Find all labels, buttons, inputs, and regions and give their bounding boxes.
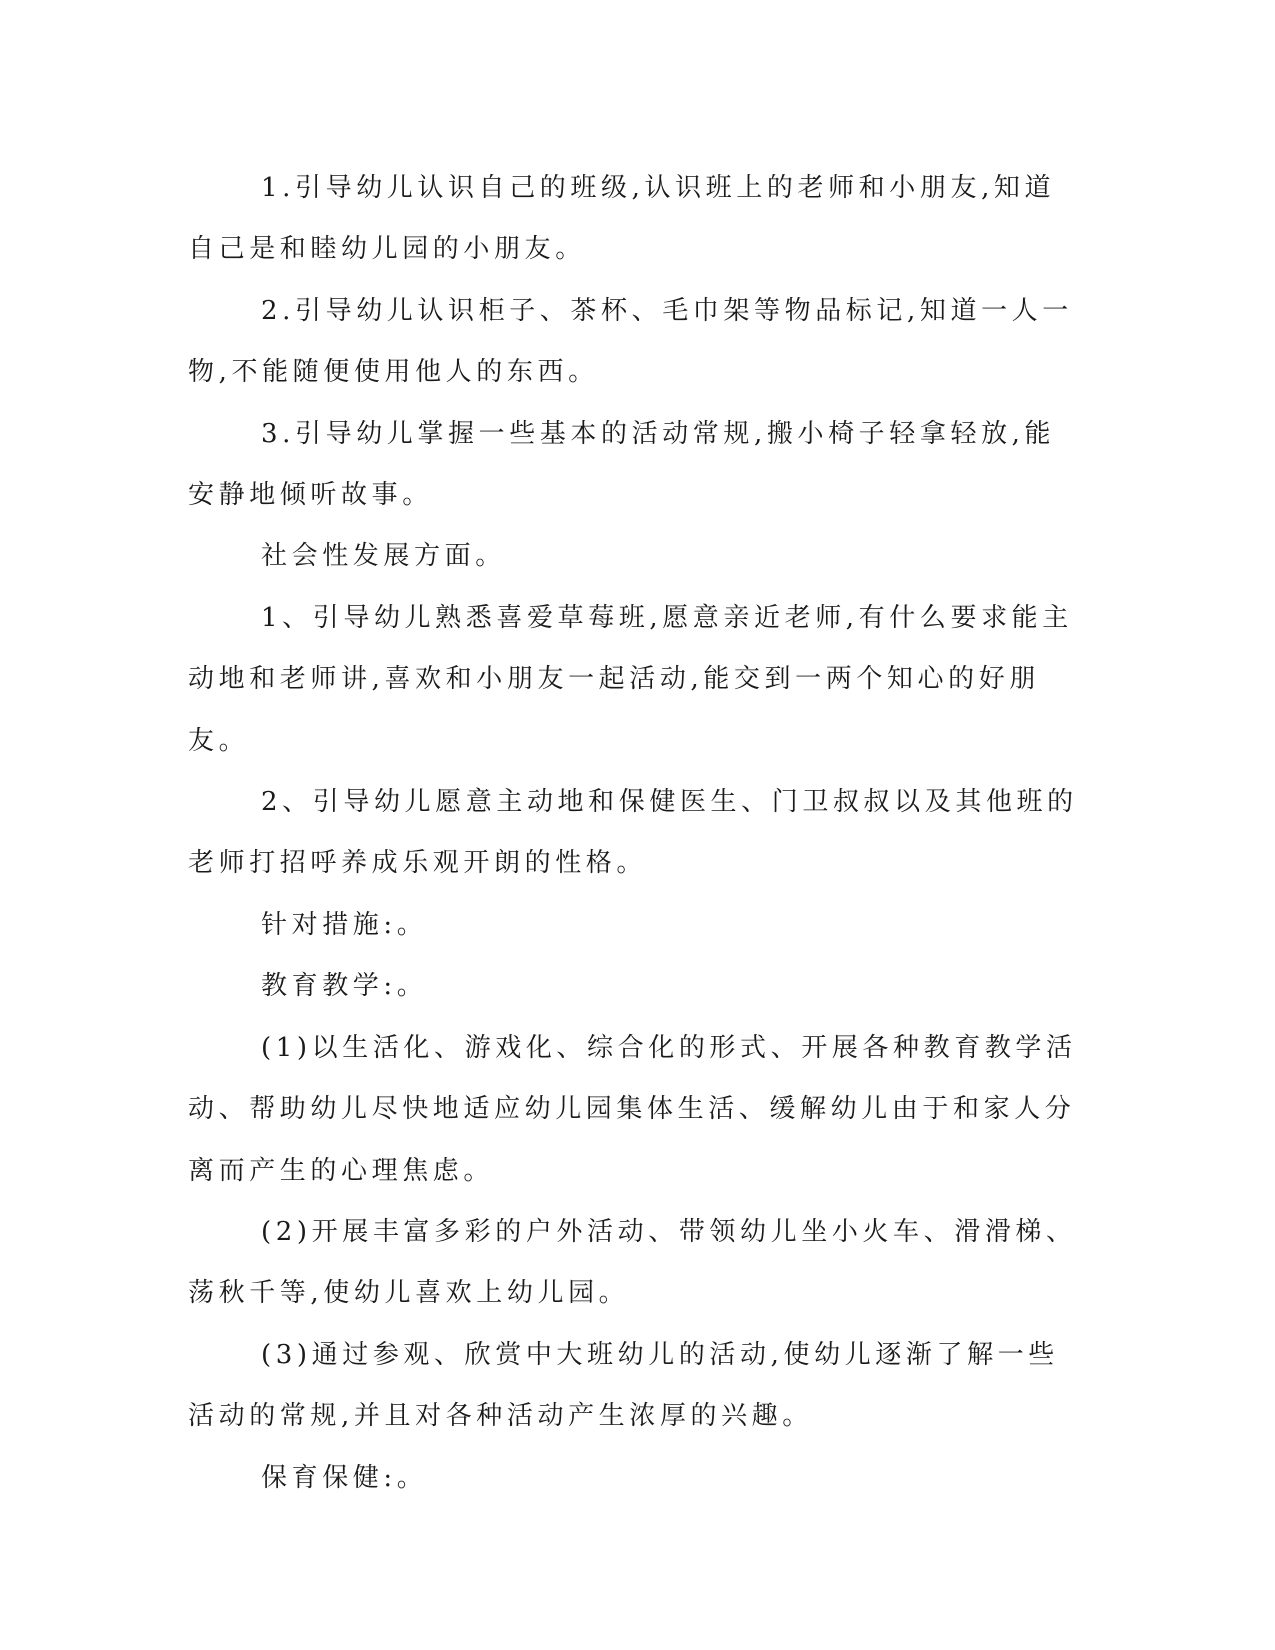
section-heading-social: 社会性发展方面。	[261, 541, 506, 572]
paragraph-goal-1: 1.引导幼儿认识自己的班级,认识班上的老师和小朋友,知道自己是和睦幼儿园的小朋友。	[188, 173, 1056, 265]
paragraph-social-1: 1、引导幼儿熟悉喜爱草莓班,愿意亲近老师,有什么要求能主动地和老师讲,喜欢和小朋友一起活动,能交到一两个知心的好朋友。	[188, 602, 1073, 756]
paragraph-goal-3: 3.引导幼儿掌握一些基本的活动常规,搬小椅子轻拿轻放,能安静地倾听故事。	[188, 418, 1056, 511]
paragraph-teaching-2: (2)开展丰富多彩的户外活动、带领幼儿坐小火车、滑滑梯、荡秋千等,使幼儿喜欢上幼儿园。	[188, 1216, 1077, 1309]
paragraph-social-2: 2、引导幼儿愿意主动地和保健医生、门卫叔叔以及其他班的老师打招呼养成乐观开朗的性格。	[188, 787, 1078, 879]
section-heading-teaching: 教育教学:。	[261, 971, 428, 1002]
section-heading-health: 保育保健:。	[261, 1462, 428, 1493]
document-body	[188, 158, 1078, 1509]
paragraph-teaching-3: (3)通过参观、欣赏中大班幼儿的活动,使幼儿逐渐了解一些活动的常规,并且对各种活动产生浓厚的兴趣。	[188, 1339, 1059, 1432]
paragraph-goal-2: 2.引导幼儿认识柜子、茶杯、毛巾架等物品标记,知道一人一物,不能随便使用他人的东西。	[188, 295, 1073, 388]
paragraph-teaching-1: (1)以生活化、游戏化、综合化的形式、开展各种教育教学活动、帮助幼儿尽快地适应幼儿园集体生活、缓解幼儿由于和家人分离而产生的心理焦虑。	[188, 1032, 1077, 1186]
section-heading-measures: 针对措施:。	[261, 909, 428, 940]
